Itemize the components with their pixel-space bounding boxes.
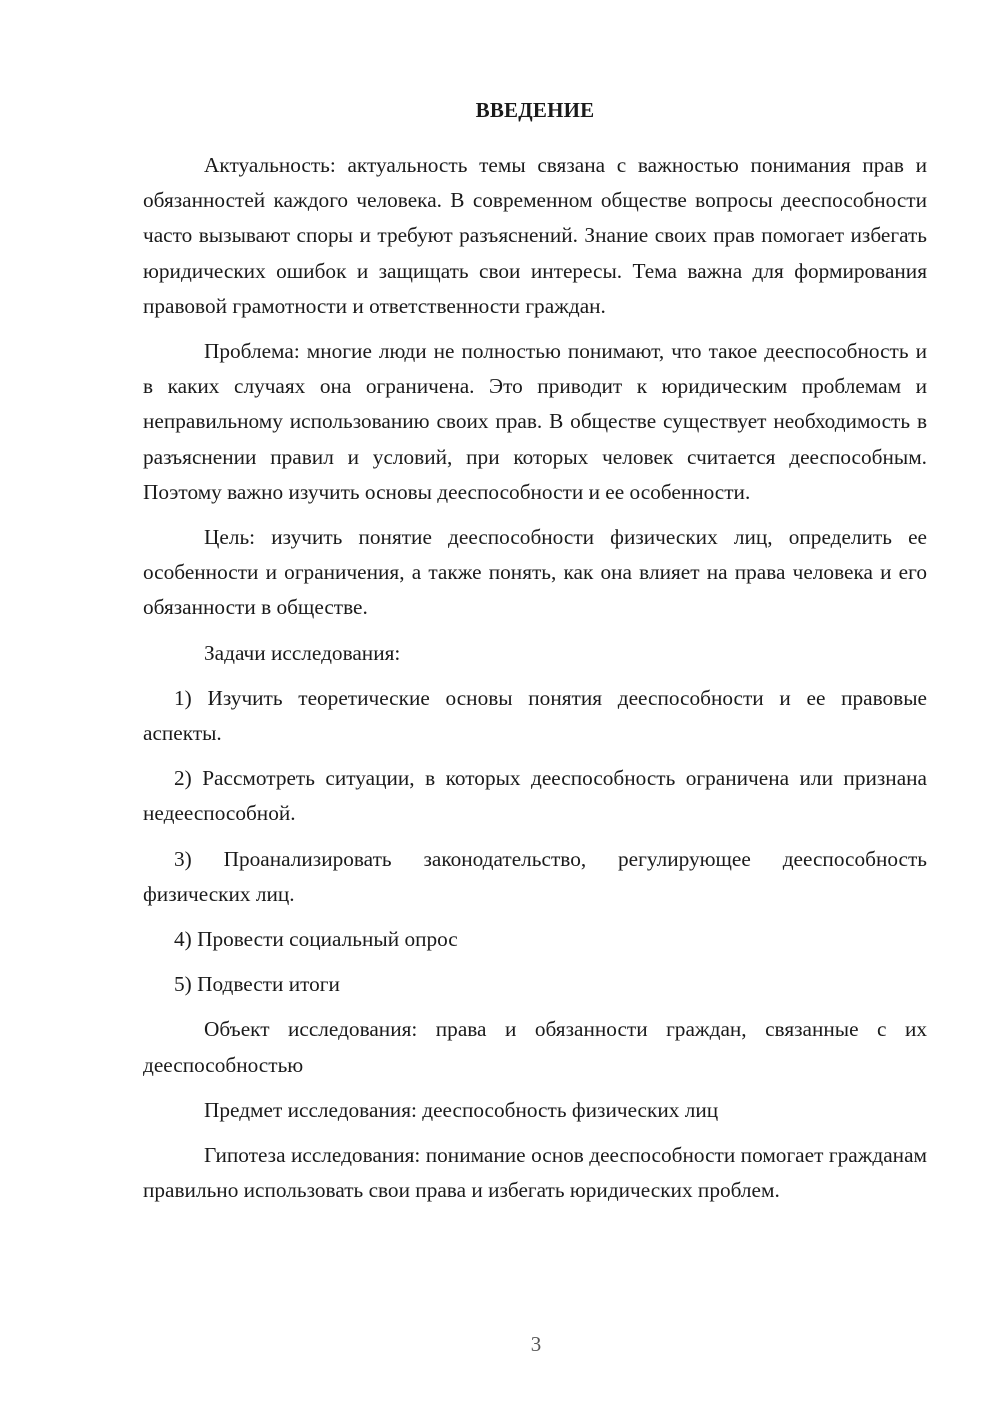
hypothesis-paragraph: Гипотеза исследования: понимание основ дееспособности помогает гражданам правильно использовать свои права и избегать юридических проблем. — [143, 1143, 927, 1203]
task-item: 5) Подвести итоги — [174, 972, 340, 997]
task-item: 2) Рассмотреть ситуации, в которых дееспособность ограничена или признана недееспособной. — [143, 766, 927, 826]
task-item: 3) Проанализировать законодательство, регулирующее дееспособность физических лиц. — [143, 846, 927, 906]
goal-paragraph: Цель: изучить понятие дееспособности физических лиц, определить ее особенности и ограничения, а также понять, как она влияет на права человека и его обязанности в обществе. — [143, 525, 927, 620]
relevance-paragraph: Актуальность: актуальность темы связана с важностью понимания прав и обязанностей каждого человека. В современном обществе вопросы дееспособности часто вызывают споры и требуют разъяснений. Знание своих прав помогает избегать юридических ошибок и защищать свои интересы. Тема важна для формирования правовой грамотности и ответственности граждан. — [143, 153, 927, 318]
subject-paragraph: Предмет исследования: дееспособность физических лиц — [204, 1097, 719, 1122]
page-title: ВВЕДЕНИЕ — [475, 98, 595, 122]
problem-paragraph: Проблема: многие люди не полностью понимают, что такое дееспособность и в каких случаях она ограничена. Это приводит к юридическим проблемам и неправильному использованию своих прав. В обществе существует необходимость в разъяснении правил и условий, при которых человек считается дееспособным. Поэтому важно изучить основы дееспособности и ее особенности. — [143, 339, 927, 504]
object-paragraph: Объект исследования: права и обязанности граждан, связанные с их дееспособностью — [143, 1017, 927, 1077]
page-number: 3 — [530, 1332, 542, 1356]
task-item: 4) Провести социальный опрос — [174, 927, 458, 952]
task-item: 1) Изучить теоретические основы понятия дееспособности и ее правовые аспекты. — [143, 685, 927, 746]
page-content — [143, 93, 927, 1218]
tasks-heading: Задачи исследования: — [204, 640, 401, 665]
